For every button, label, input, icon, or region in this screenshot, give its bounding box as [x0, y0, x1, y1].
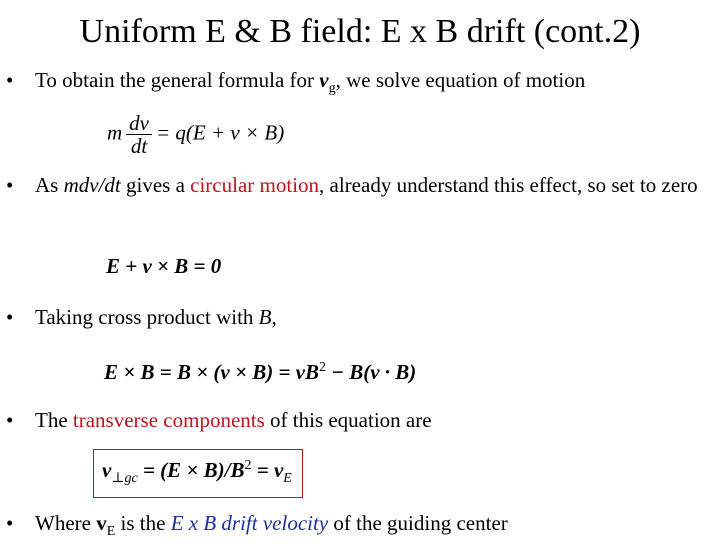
bullet-marker: •: [6, 305, 14, 329]
bullet-marker: •: [6, 408, 14, 432]
bullet-1: [6, 68, 706, 101]
bullet-5: [6, 511, 706, 544]
bullet-2: [6, 173, 706, 198]
bullet-text: Where $v_E$ is the E x B drift velocity of the guiding center: [35, 511, 508, 540]
bullet-marker: •: [6, 68, 14, 92]
bullet-text: The transverse components of this equation are: [35, 408, 432, 432]
equation-zero-force: E + v × B = 0: [106, 254, 222, 278]
bullet-marker: •: [6, 511, 14, 535]
bullet-4: [6, 408, 706, 433]
bullet-marker: •: [6, 173, 14, 197]
slide-title: Uniform E & B field: E x B drift (cont.2): [79, 13, 641, 50]
bullet-text: As mdv/dt gives a circular motion, already understand this effect, so set to zero: [35, 173, 698, 197]
bullet-3: [6, 305, 706, 330]
equation-cross-product: $E \times B = B \times (v \times B) = vB^2 - B(v \cdot B)$: [104, 360, 417, 384]
fraction: $\frac{dv}{dt}$: [126, 112, 152, 157]
equation-of-motion: m $\frac{dv}{dt}$ = q(E + v × B): [107, 111, 285, 158]
bullet-text: To obtain the general formula for $v_g$, we solve equation of motion: [35, 68, 586, 97]
bullet-text: Taking cross product with B,: [35, 305, 277, 329]
equation-exb-drift: $v_{\perp gc} = (E \times B)/B^2 = v_E$: [93, 449, 303, 498]
